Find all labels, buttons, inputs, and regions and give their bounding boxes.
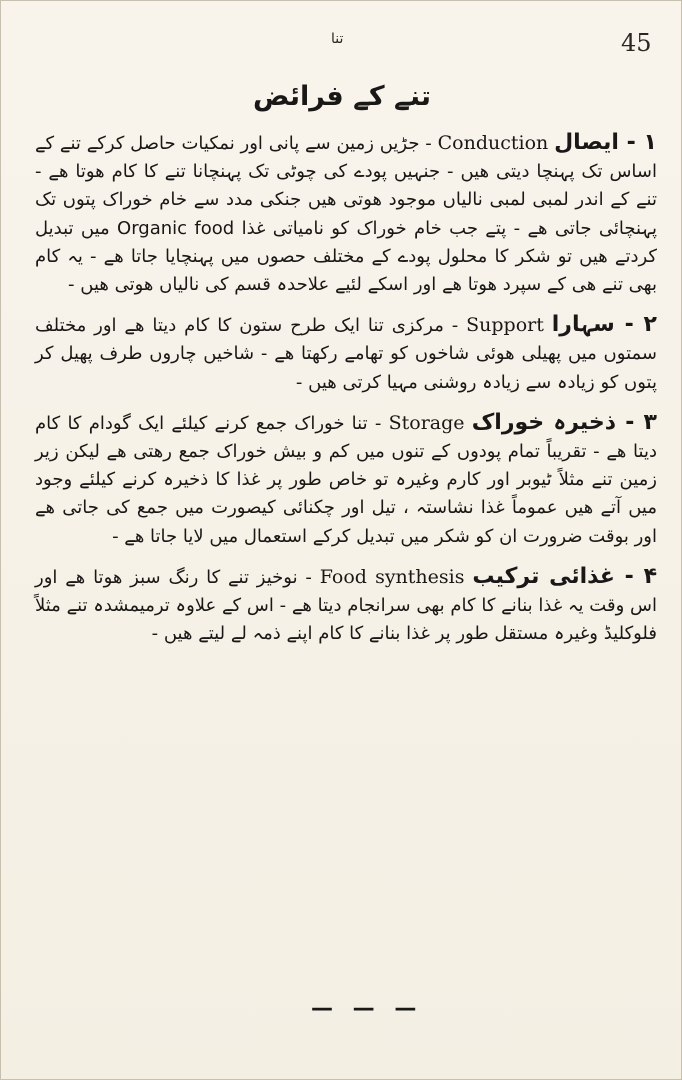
section-support <box>35 311 657 397</box>
section-heading: ۲ - سہارا <box>551 312 657 338</box>
page-body <box>35 129 657 660</box>
section-text: - نوخیز تنے کا رنگ سبز ھوتا ھے اور اس وقت یہ غذا بنانے کا کام بھی سرانجام دیتا ھے - اس کے علاوہ ترمیمشدہ تنے مثلاً فلوکلیڈ وغیرہ مستقل طور پر غذا بنانے کا کام اپنے ذمہ لے لیتے ھیں - <box>35 566 657 645</box>
section-storage <box>35 409 657 551</box>
section-text: - تنا خوراک جمع کرنے کیلئے ایک گودام کا کام دیتا ھے - تقریباً تمام پودوں کے تنوں میں کم و بیش خوراک جمع رھتی ھے لیکن زیر زمین تنے مثلاً ٹیوبر اور کارم وغیرہ تو خاص طور پر غذا کا ذخیرہ کرنے کیلئے وجود میں آتے ھیں عموماً غذا نشاستہ ، تیل اور چکنائی کیصورت میں جمع کی جاتی ھے اور بوقت ضرورت ان کو شکر میں تبدیل کرکے استعمال میں لایا جاتا ھے - <box>35 412 657 547</box>
section-conduction <box>35 129 657 299</box>
section-heading: ۱ - ایصال <box>554 130 657 155</box>
running-header: تنا <box>331 31 344 47</box>
section-english-term: Storage <box>388 411 465 434</box>
section-english-term: Food synthesis <box>319 565 465 588</box>
page-title: تنے کے فرائض <box>252 81 431 112</box>
footer-rule: — — — <box>311 996 423 1021</box>
section-text: - جڑیں زمین سے پانی اور نمکیات حاصل کرکے تنے کے اساس تک پہنچا دیتی ھیں - جنہیں پودے کی چوٹی تک پہنچانا تنے کا کام ھوتا ھے - تنے کے اندر لمبی لمبی نالیاں موجود ھوتی ھیں جنکی مدد سے خام خوراک پتوں تک پہنچائی جاتی ھے - پتے جب خام خوراک کو نامیاتی غذا Organic food میں تبدیل کردتے ھیں تو شکر کا محلول پودے کے مختلف حصوں میں پہنچایا جاتا ھے - یہ کام بھی تنے ھی کے سپرد ھوتا ھے اور اسکے لئیے علاحدہ قسم کی نالیاں ھوتی ھیں - <box>35 133 657 296</box>
section-food-synthesis <box>35 563 657 649</box>
section-english-term: Conduction <box>437 132 549 154</box>
section-english-term: Support <box>466 314 544 337</box>
section-heading: ۴ - غذائی ترکیب <box>472 563 657 589</box>
page-number: 45 <box>621 29 652 57</box>
section-text: - مرکزی تنا ایک طرح ستون کا کام دیتا ھے اور مختلف سمتوں میں پھیلی ھوئی شاخوں کو تھامے رکھتا ھے - شاخیں چاروں طرف پھیل کر پتوں کو زیادہ سے زیادہ روشنی مہیا کرتی ھیں - <box>35 315 657 393</box>
section-heading: ۳ - ذخیرہ خوراک <box>471 409 657 435</box>
